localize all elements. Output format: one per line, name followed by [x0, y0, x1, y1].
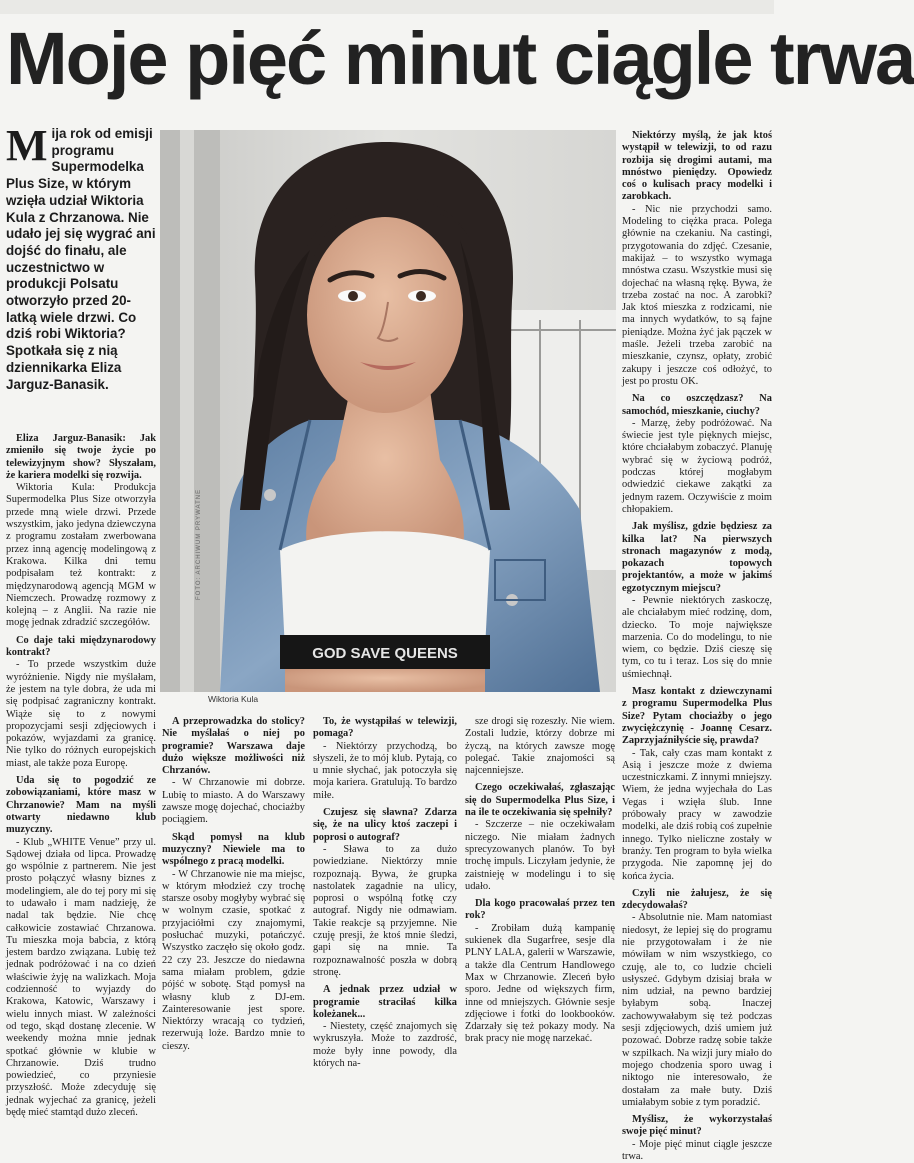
- question-paragraph: Co daje taki międzynarodowy kontrakt?: [6, 634, 156, 659]
- answer-paragraph: Wiktoria Kula: Produkcja Supermodelka Plus Size otworzyła przede mną wiele drzwi. Przede wszystkim, jako jedyna dziewczyna z programu zostałam zwerbowana przez inną agencję modelingową z Krakowa. Kilka dni temu podpisałam też kontrakt: z międzynarodową agencją MGM w Niemczech. Prowadzę rozmowy z kolejną – z Anglii. Na razie nie mogę jednak zdradzić szczegółów.: [6, 482, 156, 629]
- answer-paragraph: - Klub „WHITE Venue” przy ul. Sądowej działa od lipca. Prowadzę go wspólnie z partnerem. Nie jest prosto połączyć własny biznes z modelingiem, ale do tej pory mi się to udawało i mam nadzieję, że nadal tak będzie. Nie chcę całkowicie zostawiać Chrzanowa. Tu mieszka moja babcia, z którą jestem bardzo związana. Lubię też jednak podróżować i na co dzień właściwie żyję na walizkach. Moja codzienność to wyjazdy do Krakowa, Katowic, Warszawy i wielu innych miast. W zależności od tego, skąd dostanę zlecenie. W weekendy można mnie jednak spotkać głównie w klubie w Chrzanowie. Dziś trudno powiedzieć, co przyniesie przyszłość. Może zdecyduję się jednak wyjechać za granicę, jeżeli będę mieć stamtąd dużo zleceń.: [6, 836, 156, 1119]
- article-column-3: [313, 716, 457, 1070]
- question-paragraph: Dla kogo pracowałaś przez ten rok?: [465, 898, 615, 922]
- question-paragraph: Eliza Jarguz-Banasik: Jak zmieniło się twoje życie po telewizyjnym show? Słyszałam, że kariera modelki się rozwija.: [6, 433, 156, 481]
- answer-paragraph: - Marzę, żeby podróżować. Na świecie jest tyle pięknych miejsc, które chciałabym zobaczyć. Planuję wybrać się w życiową podróż, podczas której mogłabym odwiedzić ciekawe zakątki za jednym razem. Oczywiście z moim chłopakiem.: [622, 417, 772, 515]
- previous-page-strip: [0, 0, 774, 14]
- question-paragraph: Czego oczekiwałaś, zgłaszając się do Supermodelka Plus Size, i na ile te oczekiwania się spełniły?: [465, 782, 615, 819]
- question-paragraph: Czujesz się sławna? Zdarza się, że na ulicy ktoś zaczepi i poprosi o autograf?: [313, 807, 457, 843]
- question-paragraph: A przeprowadzka do stolicy? Nie myślałaś o niej po programie? Warszawa daje dużo większe możliwości niż Chrzanów.: [162, 716, 305, 777]
- article-column-4: [465, 716, 615, 1045]
- question-paragraph: Uda się to pogodzić ze zobowiązaniami, które masz w Chrzanowie? Mam na myśli otwarty niedawno klub muzyczny.: [6, 775, 156, 836]
- lead-paragraph: [6, 121, 156, 412]
- answer-paragraph: sze drogi się rozeszły. Nie wiem. Zostali ludzie, którzy dobrze mi życzą, na których zawsze mogę polegać. Takie znajomości są najcenniejsze.: [465, 716, 615, 777]
- question-paragraph: Czyli nie żałujesz, że się zdecydowałaś?: [622, 887, 772, 912]
- portrait-photo: [160, 130, 616, 692]
- answer-paragraph: - To przede wszystkim duże wyróżnienie. Nigdy nie myślałam, że jestem na tyle dobra, że uda mi się podpisać zagraniczny kontrakt. Wiąże się to z nowymi propozycjami sesji zdjęciowych i pokazów, wyjazdami za granicę. Nie tylko do różnych europejskich miast, ale także poza Europę.: [6, 659, 156, 769]
- answer-paragraph: - Szczerze – nie oczekiwałam niczego. Nie miałam żadnych sprecyzowanych planów. To był trochę impuls. Liczyłam jedynie, że zaistnieję w modelingu i to się udało.: [465, 819, 615, 892]
- question-paragraph: Skąd pomysł na klub muzyczny? Niewiele ma to wspólnego z pracą modelki.: [162, 831, 305, 868]
- answer-paragraph: - Pewnie niektórych zaskoczę, ale chciałabym mieć rodzinę, dom, dziecko. To moje największe marzenia. Co do modelingu, to nie wiem, co będzie. Dziś cieszę się tym, co tu i teraz. Los się do mnie uśmiechnął.: [622, 594, 772, 680]
- answer-paragraph: - W Chrzanowie mi dobrze. Lubię to miasto. A do Warszawy zawsze mogę dojechać, chociażby pociągiem.: [162, 777, 305, 826]
- question-paragraph: Niektórzy myślą, że jak ktoś wystąpił w telewizji, to od razu rozbija się drogimi autami, ma mnóstwo pieniędzy. Opowiedz coś o kulisach pracy modelki i zarobkach.: [622, 130, 772, 203]
- answer-paragraph: - Niektórzy przychodzą, bo słyszeli, że to mój klub. Pytają, co u mnie słychać, jak potoczyła się moja kariera. Gratulują. To bardzo miłe.: [313, 740, 457, 801]
- photo-caption: Wiktoria Kula: [208, 694, 259, 704]
- question-paragraph: Na co oszczędzasz? Na samochód, mieszkanie, ciuchy?: [622, 393, 772, 417]
- lead-text: ija rok od emisji programu Supermodelka Plus Size, w którym wzięła udział Wiktoria Kula z Chrzanowa. Nie udało jej się wygrać ani dojść do finału, ale uczestnictwo w produkcji Polsatu otworzyło przed 20-latką wiele drzwi. Co dziś robi Wiktoria? Spotkała się z nią dziennikarka Eliza Jarguz-Banasik.: [6, 126, 156, 392]
- answer-paragraph: - Absolutnie nie. Mam natomiast niedosyt, że lepiej się do programu nie przygotowałam i że nie mówiłam w nim wszystkiego, co czuję, ale to, co ludzie chcieli usłyszeć. Gdybym dzisiaj brała w nim udział, na pewno bardziej byłabym sobą. Inaczej zachowywałabym się też podczas sesji zdjęciowych, dziś umiem już pozować. Dobrze radzę sobie także w szpilkach. Na wizji jury miało do mojego chodzenia sporo uwag i niktogo nie interesowało, że dostałam za małe buty. Dziś umiałabym sobie z tym poradzić.: [622, 912, 772, 1108]
- article-column-1: [6, 433, 156, 1119]
- article-column-5: [622, 130, 772, 1163]
- answer-paragraph: - Moje pięć minut ciągle jeszcze trwa.: [622, 1138, 772, 1163]
- photo-credit: FOTO: ARCHIWUM PRYWATNE: [196, 488, 202, 600]
- answer-paragraph: - Zrobiłam dużą kampanię sukienek dla Sugarfree, sesje dla PLNY LALA, galerii w Warszawie, a także dla Centrum Handlowego Max w Chrzanowie. Zleceń było sporo. Jedne od większych firm, inne od mniejszych. Głównie sesje zdjęciowe i fotki do lookbooków. Zdarzały się też pokazy mody. Na brak pracy nie mogę narzekać.: [465, 922, 615, 1045]
- question-paragraph: Jak myślisz, gdzie będziesz za kilka lat? Na pierwszych stronach magazynów z modą, pokazach topowych projektantów, a może w jakimś egzotycznym miejscu?: [622, 521, 772, 594]
- drop-cap: M: [6, 121, 48, 170]
- question-paragraph: A jednak przez udział w programie straciłaś kilka koleżanek...: [313, 984, 457, 1020]
- answer-paragraph: - Sława to za dużo powiedziane. Niektórzy mnie rozpoznają. Bywa, że grupka nastolatek zagadnie na ulicy, poprosi o wspólną fotkę czy autograf. Nigdy nie odmawiam. Takie reakcje są przyjemne. Nie czuję presji, że ktoś mnie śledzi, gapi się na mnie. Ta rozpoznawalność poszła w dobrą stronę.: [313, 843, 457, 978]
- answer-paragraph: - Niestety, część znajomych się wykruszyła. Może to zazdrość, może były inne powody, dla których na-: [313, 1021, 457, 1070]
- article-column-2: [162, 716, 305, 1052]
- shirt-print: GOD SAVE QUEENS: [312, 645, 458, 662]
- answer-paragraph: - W Chrzanowie nie ma miejsc, w którym młodzież czy trochę starsze osoby mogłyby wybrać się w wolnym czasie, spotkać z przyjaciółmi czy znajomymi, posłuchać muzyki, potańczyć. Wszystko zaczęło się około godz. 22 czy 23. Jeszcze do niedawna sama miałam problem, gdzie pójść w sobotę. Stąd pomysł na własny klub z DJ-em. Zainteresowanie jest spore. Niektórzy wracają co tydzień, rezerwują loże. Bardzo mnie to cieszy.: [162, 868, 305, 1052]
- question-paragraph: Masz kontakt z dziewczynami z programu Supermodelka Plus Size? Pytam chociażby o jego zwyciężczynię - Joannę Cesarz. Zaprzyjaźniłyście się, prawda?: [622, 686, 772, 747]
- portrait-illustration: [160, 130, 616, 692]
- answer-paragraph: - Nic nie przychodzi samo. Modeling to ciężka praca. Polega głównie na czekaniu. Na castingi, przygotowania do zdjęć. Czesanie, makijaż – to wszystko wymaga mnóstwa czasu. Wszystkie musi się dojechać na własną rękę. Bywa, że trzeba zostać na noc. A zarobki? Jak ktoś mieszka z rodzicami, nie ma innych wydatków, to są fajne pieniądze. Można żyć jak pączek w maśle. Jeżeli trzeba zarobić na mieszkanie, czynsz, opłaty, zrobić zakupy i jeszcze coś odłożyć, to jest po prostu OK.: [622, 203, 772, 387]
- headline: Moje pięć minut ciągle trwa: [6, 17, 914, 100]
- question-paragraph: Myślisz, że wykorzystałaś swoje pięć minut?: [622, 1114, 772, 1138]
- answer-paragraph: - Tak, cały czas mam kontakt z Asią i jeszcze może z dwiema uczestniczkami. Z innymi mniejszy. Wiem, że jedna wyjechała do Las Vegas i wzięła ślub. Inne próbowały pracy w zawodzie modelki, ale dziś robią coś zupełnie innego. Tylko nieliczne zostały w branży. Ten program to była wielka przygoda. Nie zapomnę jej do końca życia.: [622, 747, 772, 882]
- question-paragraph: To, że wystąpiłaś w telewizji, pomaga?: [313, 716, 457, 740]
